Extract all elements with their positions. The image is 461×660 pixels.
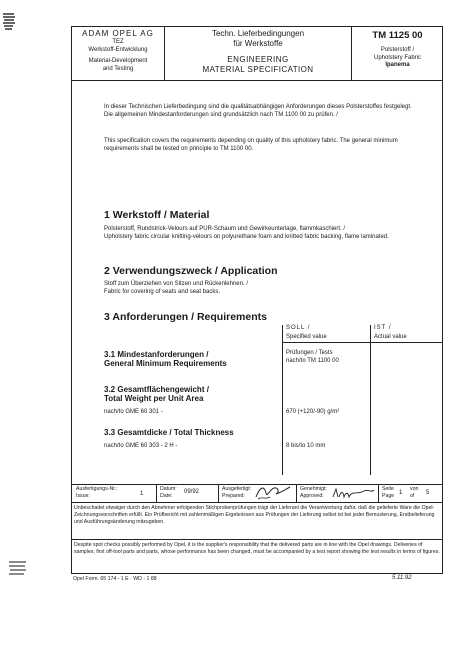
req1-title-1: 3.1 Mindestanforderungen /	[104, 350, 209, 359]
doc-number: TM 1125 00	[372, 30, 423, 41]
side-stamp-mark	[8, 560, 28, 576]
corner-stamp-mark	[2, 12, 16, 32]
req2-spec: 670 (+120/-90) g/m²	[286, 409, 340, 415]
prepared-label-2: Prepared:	[222, 493, 245, 499]
page-of-2: of	[410, 493, 415, 499]
approved-label-1: Genehmigt:	[300, 486, 327, 492]
title-de-2: für Werkstoffe	[233, 39, 283, 48]
date-label-2: Date:	[160, 493, 173, 499]
footer-div-1	[156, 484, 157, 502]
approved-label-2: Approved:	[300, 493, 324, 499]
req1-spec-1: Prüfungen / Tests	[286, 350, 333, 356]
subject-2: Upholstery Fabric	[373, 55, 421, 61]
soll-ist-divider	[370, 325, 371, 475]
req3-spec: 8 bis/to 10 mm	[286, 443, 326, 449]
dept-code: TEZ	[112, 39, 124, 45]
req1-title-2: General Minimum Requirements	[104, 359, 227, 368]
req2-title-1: 3.2 Gesamtflächengewicht /	[104, 385, 209, 394]
page-label-2: Page	[382, 493, 395, 499]
soll-underline	[282, 342, 442, 343]
page-total: 5	[426, 490, 430, 496]
page-of-1: von	[410, 486, 419, 492]
page-label-1: Seite	[382, 486, 394, 492]
section1-heading: 1 Werkstoff / Material	[104, 209, 210, 221]
req2-title-2: Total Weight per Unit Area	[104, 394, 204, 403]
footer-div-3	[296, 484, 297, 502]
section2-en: Fabric for covering of seats and seat backs.	[104, 289, 221, 295]
req3-title: 3.3 Gesamtdicke / Total Thickness	[104, 428, 234, 437]
intro-de: In dieser Technischen Lieferbedingung sind die qualitätsabhängigen Anforderungen dieses Polsterstoffes festgelegt. Die allgemeinen Mindestanforderungen sind grundsätzlich nach TM 1100 00 zu prüfen. /	[104, 104, 412, 118]
notice-de: Unbeschadet etwaiger durch den Abnehmer erfolgenden Stichprobenprüfungen trägt der Lieferant die Verantwortung dafür, daß die gelieferte Ware die Opel-Zeichnungsvorschriften erfüllt. Ein Prüfbericht mit zahlenmäßigen Ergebnissen aus Prüfungen der Lieferung selbst ist bei jeder Bemusterung, Erstbelieferung und Ausführungsänderung mitzugeben.	[74, 505, 435, 525]
intro-en: This specification covers the requirements depending on quality of this upholstery fabric. The general minimum requirements shall be tested on principle to TM 1100 00.	[104, 138, 398, 152]
section1-en: Upholstery fabric circular knitting-velours on polyurethane foam and knitted fabric backing, flame laminated.	[104, 234, 389, 240]
footer-div-4	[378, 484, 379, 502]
notice-divider	[71, 539, 443, 540]
company-name: ADAM OPEL AG	[82, 29, 154, 38]
footer-div-2	[218, 484, 219, 502]
prepared-label-1: Ausgefertigt:	[222, 486, 252, 492]
subject-1: Polsterstoff /	[380, 47, 415, 53]
approved-signature	[330, 485, 376, 501]
soll-label: SOLL /	[286, 325, 311, 331]
issue-label-1: Ausfertigungs-Nr.:	[76, 486, 118, 492]
title-en-2: MATERIAL SPECIFICATION	[202, 65, 314, 74]
ist-label-en: Actual value	[374, 334, 407, 340]
req2-method: nach/to GME 60 301 -	[104, 409, 163, 415]
handwritten-date: 5.11.92	[392, 575, 412, 581]
date-value: 09/92	[184, 489, 200, 495]
header-bottom-rule	[71, 80, 443, 81]
dept-en-1: Material-Development	[88, 58, 148, 64]
req3-method: nach/to GME 60 303 - 2 H -	[104, 443, 178, 449]
page-value: 1	[399, 490, 403, 496]
req1-spec-2: nach/to TM 1100 00	[286, 358, 339, 364]
dept-de: Werkstoff-Entwicklung	[88, 47, 148, 53]
prepared-signature	[252, 483, 294, 502]
req-left-divider	[282, 325, 283, 475]
footer-row-bottom	[71, 502, 443, 503]
title-en-1: ENGINEERING	[227, 55, 289, 64]
section2-de: Stoff zum Überziehen von Sitzen und Rückenlehnen. /	[104, 281, 248, 287]
dept-en-2: and Testing	[102, 66, 134, 72]
issue-value: 1	[140, 491, 144, 497]
soll-label-en: Specified value	[286, 334, 327, 340]
subject-3: Ipanema	[385, 62, 410, 68]
section3-heading: 3 Anforderungen / Requirements	[104, 311, 267, 323]
title-de-1: Techn. Lieferbedingungen	[211, 29, 305, 38]
section1-de: Polsterstoff, Rundstrick-Velours auf PUR-Schaum und Gewirkeunterlage, flammkaschiert. /	[104, 226, 345, 232]
section2-heading: 2 Verwendungszweck / Application	[104, 265, 278, 277]
form-reference: Opel Form. 65 174 - 1 E · WD · 1 88	[73, 576, 157, 582]
notice-en: Despite spot checks possibly performed by Opel, it is the supplier's responsibility that the delivered parts are in line with the Opel drawings. Deliveries of samples, first off-tool parts and parts, whose performance has been changed, must be accompanied by a test report showing the test results in terms of figures.	[74, 542, 440, 555]
issue-label-2: Issue:	[76, 493, 90, 499]
ist-label: IST /	[374, 325, 392, 331]
date-label-1: Datum:	[160, 486, 177, 492]
